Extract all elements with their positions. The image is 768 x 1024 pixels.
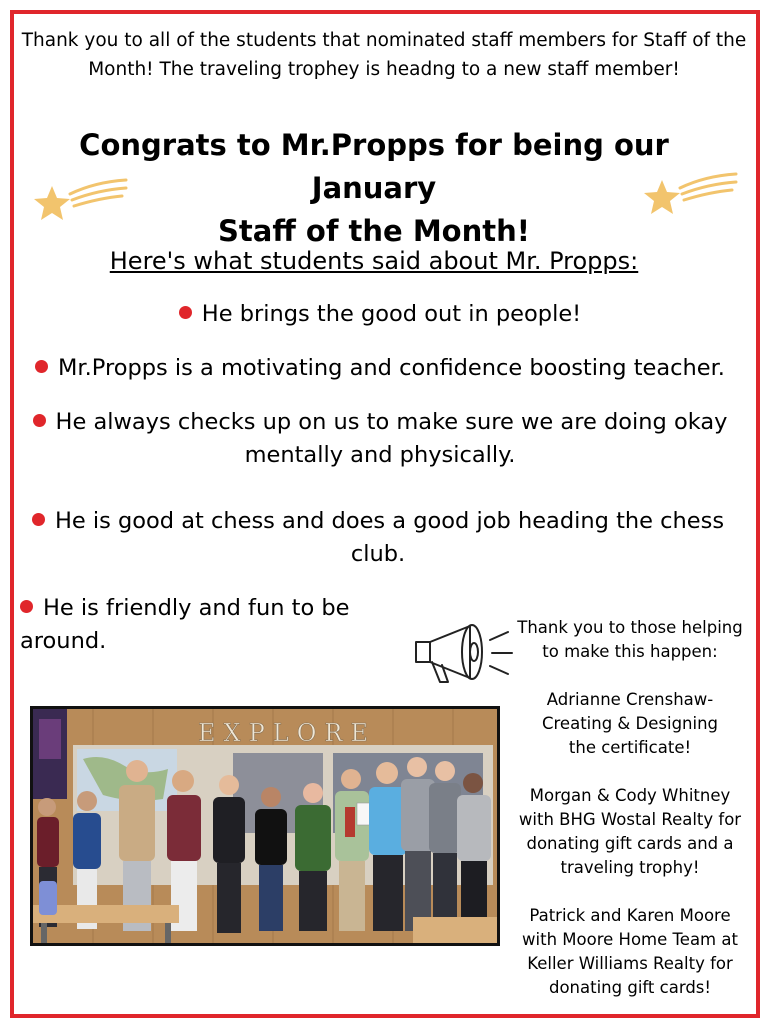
star-icon xyxy=(30,172,130,228)
explore-sign: EXPLORE xyxy=(198,719,376,747)
bullet-dot xyxy=(33,414,46,427)
thanks-intro: Thank you to those helping to make this happen: xyxy=(517,618,743,661)
quote-item: He brings the good out in people! xyxy=(40,298,720,331)
person xyxy=(429,761,461,931)
quote-item: He always checks up on us to make sure we are doing okay mentally and physically. xyxy=(30,406,730,472)
headline-line-1: Congrats to Mr.Propps for being our January xyxy=(79,128,669,205)
person xyxy=(295,783,331,931)
thanks-section xyxy=(510,616,750,1000)
credit-item: Adrianne Crenshaw- Creating & Designing the certificate! xyxy=(541,690,719,757)
water-bottle xyxy=(39,881,57,915)
quote-item: Mr.Propps is a motivating and confidence boosting teacher. xyxy=(10,352,750,385)
headline-line-2: Staff of the Month! xyxy=(218,214,530,248)
group-photo xyxy=(30,706,500,946)
bullet-dot xyxy=(20,600,33,613)
bullet-dot xyxy=(35,360,48,373)
person xyxy=(213,775,245,933)
credit-item: Patrick and Karen Moore with Moore Home Team at Keller Williams Realty for donating gift cards! xyxy=(522,906,738,997)
credit-item: Morgan & Cody Whitney with BHG Wostal Realty for donating gift cards and a traveling trophy! xyxy=(518,786,742,877)
person xyxy=(335,769,369,931)
group-photo-illustration xyxy=(33,709,497,943)
megaphone-icon xyxy=(410,620,516,690)
person xyxy=(457,773,491,931)
bullet-dot xyxy=(32,513,45,526)
bullet-dot xyxy=(179,306,192,319)
trophy xyxy=(345,807,355,837)
quote-item: He is friendly and fun to be around. xyxy=(20,595,350,654)
star-icon xyxy=(640,166,740,222)
intro-text: Thank you to all of the students that nominated staff members for Staff of the Month! The traveling trophey is headng to a new staff member! xyxy=(21,30,747,80)
subheading: Here's what students said about Mr. Propps: xyxy=(109,247,639,275)
quote-item: He is good at chess and does a good job heading the chess club. xyxy=(16,505,740,571)
